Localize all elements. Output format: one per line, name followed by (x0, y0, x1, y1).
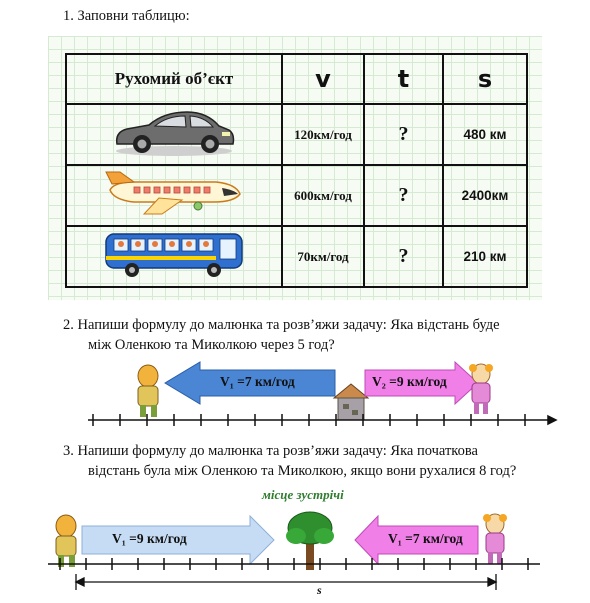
task2-diagram (0, 350, 590, 432)
header-s: s (443, 54, 527, 104)
task3-left-arrow-label: V₁ =9 км/год (112, 531, 187, 546)
bus-icon (102, 230, 247, 278)
speed-cell: 600км/год (282, 165, 364, 226)
task2-line2: між Оленкою та Миколкою через 5 год? (88, 337, 335, 353)
task2-right-arrow-label: V₂ =9 км/год (372, 374, 447, 389)
object-cell (66, 165, 282, 226)
table-row (66, 104, 527, 165)
task3-diagram (0, 500, 590, 600)
boy-icon (138, 365, 158, 417)
task3-line1: 3. Напиши формулу до малюнка та розв’яжи задачу: Яка початкова (63, 443, 478, 459)
task3-right-arrow-label: V₁ =7 км/год (388, 531, 463, 546)
girl-icon (469, 364, 493, 414)
meeting-place-label: місце зустрічі (262, 487, 344, 502)
table-row (66, 165, 527, 226)
time-cell: ? (364, 104, 443, 165)
header-object: Рухомий об’єкт (66, 54, 282, 104)
object-cell (66, 104, 282, 165)
speed-cell: 70км/год (282, 226, 364, 287)
distance-bracket (76, 574, 496, 590)
boy-icon (56, 515, 76, 567)
time-cell: ? (364, 226, 443, 287)
task2-left-arrow-label: V₁ =7 км/год (220, 374, 295, 389)
task3-line2: відстань була між Оленкою та Миколкою, якщо вони рухалися 8 год? (88, 463, 517, 479)
girl-icon (483, 514, 507, 564)
distance-cell: 210 км (443, 226, 527, 287)
car-icon (109, 106, 239, 158)
object-cell (66, 226, 282, 287)
header-v: v (282, 54, 364, 104)
header-t: t (364, 54, 443, 104)
distance-label: s (314, 583, 325, 598)
table-header-row (66, 54, 527, 104)
distance-cell: 2400км (443, 165, 527, 226)
number-line (48, 558, 540, 570)
time-cell: ? (364, 165, 443, 226)
table-row (66, 226, 527, 287)
tree-icon (286, 512, 334, 570)
distance-cell: 480 км (443, 104, 527, 165)
airplane-icon (104, 168, 244, 218)
speed-cell: 120км/год (282, 104, 364, 165)
number-line (88, 414, 556, 426)
task2-line1: 2. Напиши формулу до малюнка та розв’яжи задачу: Яка відстань буде (63, 317, 500, 333)
task1-title: 1. Заповни таблицю: (63, 8, 190, 24)
motion-table (65, 53, 528, 288)
